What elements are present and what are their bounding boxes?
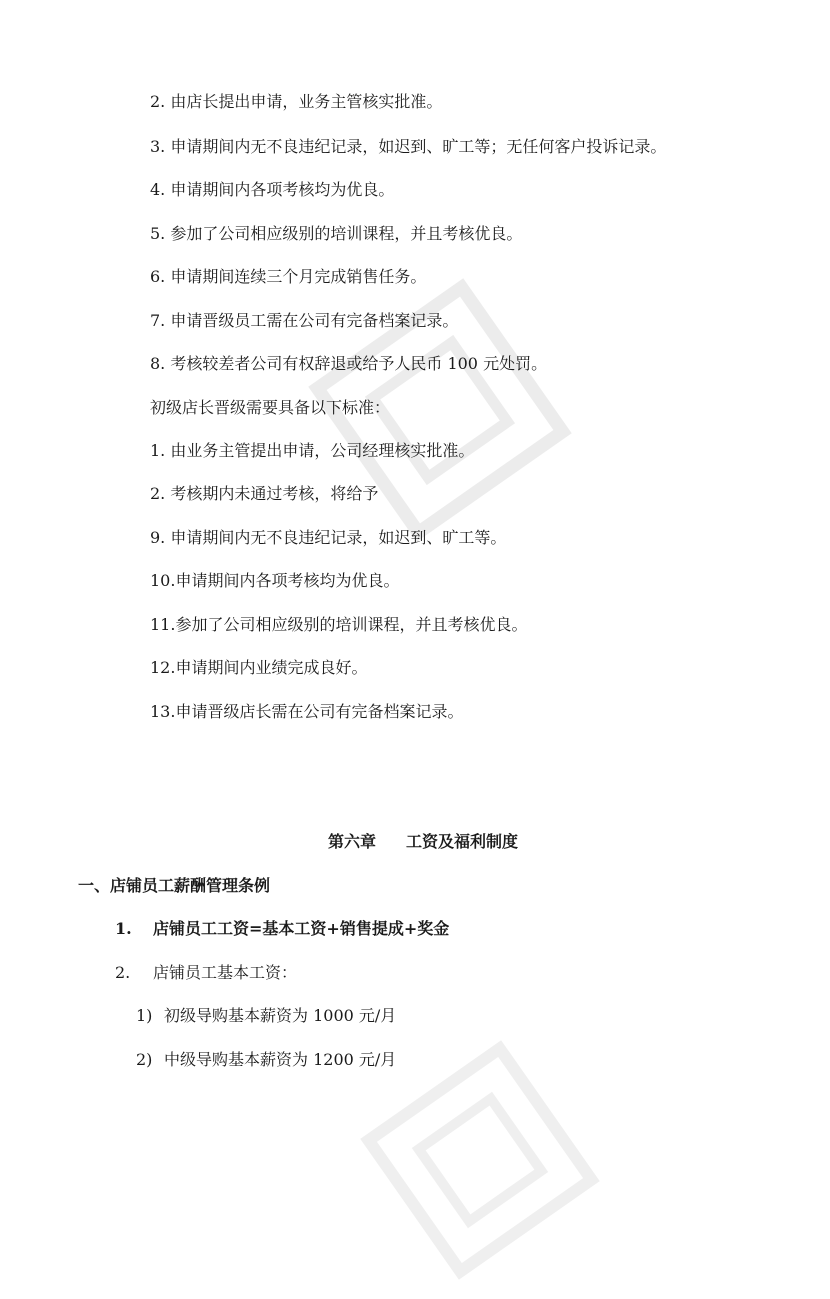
sub-item-number: 2) [136,1050,153,1069]
list-item: 9. 申请期间内无不良违纪记录，如迟到、旷工等。 [150,528,507,547]
list-item: 2. 考核期内未通过考核，将给予 [150,484,379,503]
list-item: 2. 由店长提出申请，业务主管核实批准。 [150,92,443,111]
list-item: 10.申请期间内各项考核均为优良。 [150,571,400,590]
list-item: 店铺员工工资=基本工资+销售提成+奖金 [153,919,450,938]
list-item: 12.申请期间内业绩完成良好。 [150,658,368,677]
list-item: 13.申请晋级店长需在公司有完备档案记录。 [150,702,464,721]
sub-item-number: 1) [136,1006,153,1025]
chapter-title [328,832,518,852]
section-intro: 初级店长晋级需要具备以下标准： [150,398,391,417]
list-item: 4. 申请期间内各项考核均为优良。 [150,180,395,199]
section-heading: 一、店铺员工薪酬管理条例 [78,876,271,895]
list-item: 店铺员工基本工资： [153,963,298,982]
list-item: 8. 考核较差者公司有权辞退或给予人民币 100 元处罚。 [150,354,548,373]
list-item-number: 2. [115,963,131,982]
list-item: 3. 申请期间内无不良违纪记录，如迟到、旷工等；无任何客户投诉记录。 [150,137,667,156]
list-item: 5. 参加了公司相应级别的培训课程，并且考核优良。 [150,224,523,243]
list-item: 7. 申请晋级员工需在公司有完备档案记录。 [150,311,459,330]
chapter-number: 第六章 [328,832,377,851]
list-item: 6. 申请期间连续三个月完成销售任务。 [150,267,427,286]
chapter-name: 工资及福利制度 [406,832,519,851]
list-item-number: 1. [115,919,132,938]
list-item: 11.参加了公司相应级别的培训课程，并且考核优良。 [150,615,528,634]
sub-item: 中级导购基本薪资为 1200 元/月 [164,1050,397,1069]
sub-item: 初级导购基本薪资为 1000 元/月 [164,1006,397,1025]
list-item: 1. 由业务主管提出申请，公司经理核实批准。 [150,441,475,460]
